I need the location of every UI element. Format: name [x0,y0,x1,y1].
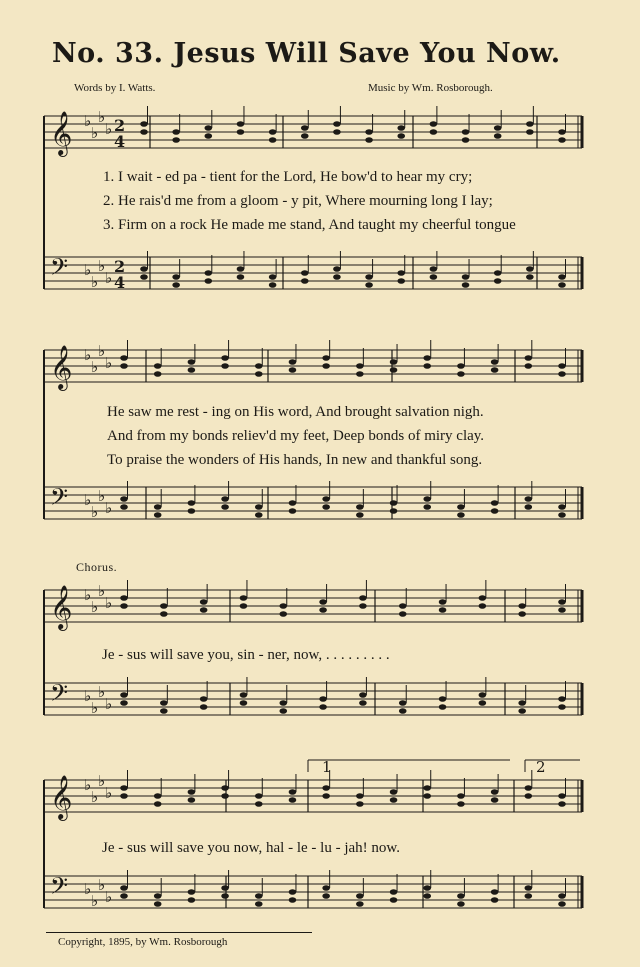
note-head [255,512,263,518]
note-head [430,274,438,280]
words-credit: Words by I. Watts. [74,82,156,94]
note-head [491,897,499,903]
note-head [525,504,533,510]
note-head [255,371,263,377]
flat-sign: ♭ [105,354,113,372]
flat-sign: ♭ [105,499,113,517]
note-head [558,512,566,518]
hymn-title: No. 33. Jesus Will Save You Now. [52,38,561,69]
note-head [160,708,168,714]
note-head [365,282,373,288]
note-head [205,278,213,284]
note-head [240,692,248,698]
note-head [518,611,526,617]
note-head [255,801,263,807]
note-head [518,603,526,609]
note-head [301,278,309,284]
note-head [423,355,431,361]
note-head [120,692,128,698]
flat-sign: ♭ [91,273,99,291]
note-head [322,893,330,899]
note-head [491,500,499,506]
time-signature-top: 2 [114,116,126,135]
note-head [525,496,533,502]
verse-2-line-1: 2. He rais'd me from a gloom - y pit, Where mourning long I lay; [103,193,493,209]
note-head [390,797,398,803]
note-head [359,700,367,706]
note-head [120,700,128,706]
note-head [200,704,208,710]
note-head [322,885,330,891]
note-head [140,121,148,127]
note-head [457,893,465,899]
note-head [333,266,341,272]
bass-clef-icon: 𝄢 [50,483,69,516]
note-head [154,363,162,369]
note-head [120,504,128,510]
flat-sign: ♭ [105,120,113,138]
copyright-notice: Copyright, 1895, by Wm. Rosborough [58,936,228,948]
note-head [289,359,297,365]
note-head [399,611,407,617]
note-head [491,367,499,373]
note-head [423,893,431,899]
note-head [140,129,148,135]
note-head [356,801,364,807]
note-head [462,129,470,135]
note-head [289,897,297,903]
note-head [322,504,330,510]
flat-sign: ♭ [98,257,106,275]
time-signature-bottom: 4 [114,132,126,151]
note-head [356,371,364,377]
note-head [491,889,499,895]
note-head [120,893,128,899]
note-head [518,700,526,706]
note-head [322,355,330,361]
note-head [491,797,499,803]
note-head [356,363,364,369]
note-head [479,603,487,609]
note-head [154,504,162,510]
flat-sign: ♭ [84,112,92,130]
note-head [237,121,245,127]
note-head [558,129,566,135]
note-head [205,133,213,139]
note-head [525,355,533,361]
note-head [365,129,373,135]
flat-sign: ♭ [91,892,99,910]
flat-sign: ♭ [84,586,92,604]
note-head [430,129,438,135]
note-head [279,611,287,617]
note-head [120,603,128,609]
note-head [269,274,277,280]
note-head [333,274,341,280]
note-head [221,504,229,510]
flat-sign: ♭ [98,487,106,505]
note-head [359,692,367,698]
note-head [423,363,431,369]
note-head [240,700,248,706]
volta-1-number: 1 [322,758,332,776]
copyright-rule [46,932,312,933]
time-signature-top: 2 [114,257,126,276]
flat-sign: ♭ [84,346,92,364]
note-head [221,785,229,791]
note-head [172,137,180,143]
note-head [221,793,229,799]
note-head [237,266,245,272]
flat-sign: ♭ [84,261,92,279]
note-head [154,371,162,377]
note-head [289,367,297,373]
note-head [558,137,566,143]
note-head [221,885,229,891]
note-head [558,371,566,377]
note-head [301,133,309,139]
note-head [494,270,502,276]
note-head [525,363,533,369]
note-head [462,137,470,143]
verse-1-line-2: He saw me rest - ing on His word, And brought salvation nigh. [107,404,484,420]
note-head [188,889,196,895]
note-head [494,278,502,284]
note-head [439,607,447,613]
note-head [457,801,465,807]
note-head [390,889,398,895]
note-head [120,595,128,601]
note-head [397,270,405,276]
music-credit: Music by Wm. Rosborough. [368,82,493,94]
note-head [240,603,248,609]
note-head [120,363,128,369]
note-head [359,603,367,609]
verse-3-line-2: To praise the wonders of His hands, In new and thankful song. [107,452,483,468]
flat-sign: ♭ [98,772,106,790]
note-head [558,893,566,899]
note-head [188,500,196,506]
note-head [479,692,487,698]
note-head [333,129,341,135]
flat-sign: ♭ [105,888,113,906]
note-head [188,797,196,803]
note-head [160,700,168,706]
note-head [289,500,297,506]
note-head [140,266,148,272]
note-head [200,696,208,702]
note-head [494,125,502,131]
note-head [399,603,407,609]
note-head [289,789,297,795]
note-head [479,595,487,601]
treble-clef-icon: 𝄞 [50,775,73,819]
note-head [255,893,263,899]
note-head [279,603,287,609]
note-head [399,708,407,714]
note-head [322,785,330,791]
note-head [221,363,229,369]
note-head [279,700,287,706]
flat-sign: ♭ [84,687,92,705]
note-head [188,367,196,373]
note-head [269,137,277,143]
note-head [359,595,367,601]
note-head [319,696,327,702]
note-head [491,359,499,365]
flat-sign: ♭ [98,108,106,126]
note-head [301,125,309,131]
note-head [154,512,162,518]
note-head [526,266,534,272]
flat-sign: ♭ [91,503,99,521]
note-head [525,785,533,791]
note-head [390,897,398,903]
flat-sign: ♭ [98,876,106,894]
note-head [457,371,465,377]
verse-2-line-2: And from my bonds reliev'd my feet, Deep bonds of miry clay. [107,428,485,444]
note-head [423,793,431,799]
note-head [457,504,465,510]
flat-sign: ♭ [91,699,99,717]
note-head [462,274,470,280]
note-head [120,355,128,361]
note-head [240,595,248,601]
note-head [289,889,297,895]
note-head [558,793,566,799]
note-head [518,708,526,714]
chorus-lyric-1: Je - sus will save you, sin - ner, now, . . . . . . . . . [102,647,390,663]
flat-sign: ♭ [105,784,113,802]
note-head [558,282,566,288]
note-head [322,363,330,369]
note-head [423,504,431,510]
note-head [457,512,465,518]
note-head [399,700,407,706]
note-head [188,789,196,795]
note-head [289,797,297,803]
note-head [319,704,327,710]
note-head [319,599,327,605]
volta-2-number: 2 [536,758,546,776]
note-head [255,504,263,510]
note-head [558,901,566,907]
note-head [172,129,180,135]
bass-clef-icon: 𝄢 [50,872,69,905]
note-head [397,133,405,139]
note-head [356,793,364,799]
note-head [289,508,297,514]
note-head [237,129,245,135]
note-head [558,801,566,807]
flat-sign: ♭ [98,582,106,600]
note-head [140,274,148,280]
treble-clef-icon: 𝄞 [50,345,73,389]
treble-clef-icon: 𝄞 [50,111,73,155]
note-head [120,793,128,799]
note-head [255,793,263,799]
note-head [479,700,487,706]
note-head [558,504,566,510]
note-head [365,274,373,280]
verse-3-line-1: 3. Firm on a rock He made me stand, And taught my cheerful tongue [103,217,516,233]
note-head [491,789,499,795]
note-head [423,785,431,791]
note-head [430,266,438,272]
note-head [160,603,168,609]
note-head [430,121,438,127]
note-head [390,789,398,795]
verse-1-line-1: 1. I wait - ed pa - tient for the Lord, He bow'd to hear my cry; [103,169,473,185]
note-head [154,793,162,799]
note-head [439,704,447,710]
note-head [457,901,465,907]
note-head [255,363,263,369]
flat-sign: ♭ [105,594,113,612]
note-head [188,897,196,903]
note-head [525,893,533,899]
flat-sign: ♭ [91,598,99,616]
note-head [205,125,213,131]
note-head [356,504,364,510]
note-head [221,355,229,361]
note-head [423,496,431,502]
note-head [188,508,196,514]
note-head [279,708,287,714]
flat-sign: ♭ [105,695,113,713]
note-head [457,363,465,369]
note-head [397,125,405,131]
treble-clef-icon: 𝄞 [50,585,73,629]
note-head [319,607,327,613]
bass-clef-icon: 𝄢 [50,253,69,286]
chorus-lyric-2: Je - sus will save you now, hal - le - lu - jah! now. [102,840,400,856]
note-head [172,274,180,280]
note-head [221,496,229,502]
note-head [200,607,208,613]
note-head [365,137,373,143]
note-head [558,363,566,369]
note-head [423,885,431,891]
note-head [301,270,309,276]
note-head [322,496,330,502]
note-head [221,893,229,899]
flat-sign: ♭ [84,880,92,898]
note-head [526,129,534,135]
note-head [462,282,470,288]
flat-sign: ♭ [91,788,99,806]
note-head [205,270,213,276]
time-signature-bottom: 4 [114,273,126,292]
flat-sign: ♭ [91,358,99,376]
note-head [188,359,196,365]
note-head [120,885,128,891]
note-head [494,133,502,139]
note-head [356,512,364,518]
note-head [154,893,162,899]
bass-clef-icon: 𝄢 [50,679,69,712]
note-head [397,278,405,284]
note-head [525,793,533,799]
note-head [558,704,566,710]
note-head [558,696,566,702]
note-head [160,611,168,617]
note-head [491,508,499,514]
flat-sign: ♭ [105,269,113,287]
note-head [356,901,364,907]
note-head [558,607,566,613]
note-head [322,793,330,799]
flat-sign: ♭ [84,491,92,509]
flat-sign: ♭ [91,124,99,142]
note-head [525,885,533,891]
note-head [120,785,128,791]
note-head [526,121,534,127]
note-head [558,274,566,280]
note-head [172,282,180,288]
note-head [390,508,398,514]
flat-sign: ♭ [98,342,106,360]
note-head [390,367,398,373]
note-head [457,793,465,799]
note-head [154,901,162,907]
note-head [269,282,277,288]
flat-sign: ♭ [98,683,106,701]
note-head [558,599,566,605]
note-head [526,274,534,280]
note-head [269,129,277,135]
note-head [237,274,245,280]
note-head [439,599,447,605]
note-head [200,599,208,605]
note-head [356,893,364,899]
note-head [154,801,162,807]
note-head [439,696,447,702]
note-head [390,500,398,506]
note-head [333,121,341,127]
note-head [390,359,398,365]
note-head [120,496,128,502]
flat-sign: ♭ [84,776,92,794]
note-head [255,901,263,907]
chorus-label: Chorus. [76,560,118,574]
